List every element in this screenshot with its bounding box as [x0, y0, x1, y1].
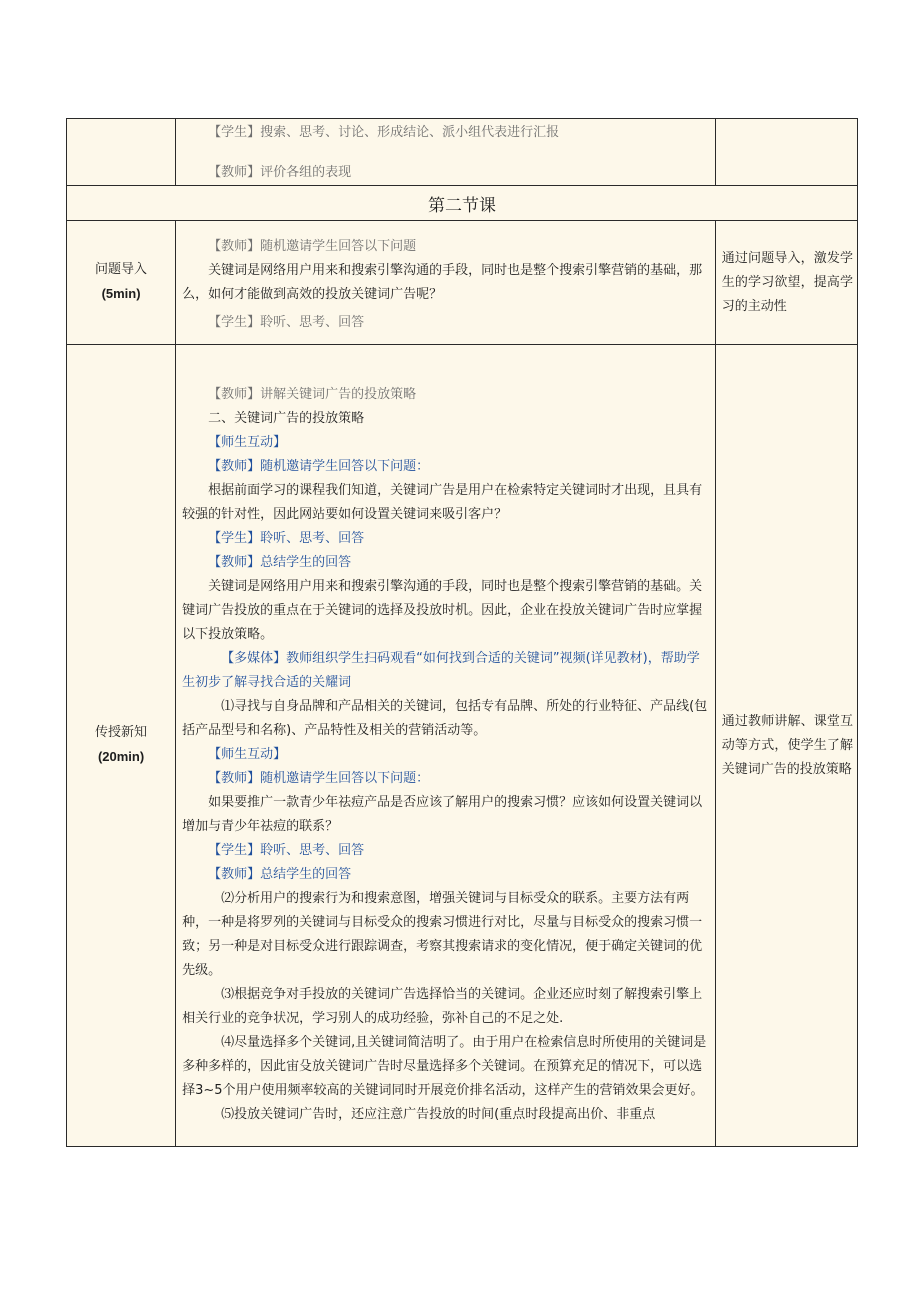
paragraph: 如果要推广一款青少年祛痘产品是否应该了解用户的搜索习惯？应该如何设置关键词以增加与青少年祛痘的联系？ — [182, 795, 703, 834]
strategy-item-3: ⑶根据竞争对手投放的关键词广告选择恰当的关键词。企业还应时刻了解搜索引擎上相关行业的竞争状况，学习别人的成功经验，弥补自己的不足之处. — [182, 987, 703, 1026]
student-line: 【学生】搜索、思考、讨论、形成结论、派小组代表进行汇报 — [208, 125, 560, 140]
stage-name: 问题导入 — [95, 262, 148, 277]
teacher-line: 【教师】随机邀请学生回答以下问题： — [208, 459, 430, 474]
question-paragraph: 关键词是网络用户用来和搜索引擎沟通的手段，同时也是整个搜索引擎营销的基础，那么，如何才能做到高效的投放关键词广告呢？ — [182, 263, 703, 302]
teacher-line: 【教师】随机邀请学生回答以下问题： — [208, 771, 430, 786]
teacher-line: 【教师】总结学生的回答 — [208, 555, 352, 570]
student-line: 【学生】聆听、思考、回答 — [208, 531, 365, 546]
student-line: 【学生】聆听、思考、回答 — [208, 843, 365, 858]
table-row-teach — [67, 345, 858, 1147]
stage-cell-teach — [67, 345, 176, 1147]
paragraph: 关键词是网络用户用来和搜索引擎沟通的手段，同时也是整个搜索引擎营销的基础。关键词广告投放的重点在于关键词的选择及投放时机。因此，企业在投放关键词广告时应掌握以下投放策略。 — [182, 579, 703, 642]
interaction-tag: 【师生互动】 — [208, 435, 287, 450]
strategy-item-2: ⑵分析用户的搜索行为和搜索意图，增强关键词与目标受众的联系。主要方法有两种，一种是将罗列的关键词与目标受众的搜索习惯进行对比，尽量与目标受众的搜索习惯一致；另一种是对目标受众进行跟踪调查，考察其搜索请求的变化情况，便于确定关键词的优先级。 — [182, 891, 703, 978]
stage-time: (20min) — [97, 749, 145, 764]
strategy-item-1: ⑴寻找与自身品牌和产品相关的关键词，包括专有品牌、所处的行业特征、产品线(包括产品型号和名称)、产品特性及相关的营销活动等。 — [182, 699, 708, 738]
content-cell-intro — [176, 221, 716, 345]
purpose-cell-empty — [715, 119, 857, 186]
section-heading: 二、关键词广告的投放策略 — [208, 411, 365, 426]
table-row-intro — [67, 221, 858, 345]
interaction-tag: 【师生互动】 — [208, 747, 287, 762]
section-title: 第二节课 — [67, 186, 858, 221]
purpose-cell-intro: 通过问题导入，激发学生的学习欲望，提高学习的主动性 — [715, 221, 857, 345]
multimedia-line: 【多媒体】教师组织学生扫码观看“如何找到合适的关键词”视频(详见教材)，帮助学生初步了解寻找合适的关耀词 — [182, 651, 700, 690]
teacher-line: 【教师】总结学生的回答 — [208, 867, 352, 882]
paragraph: 根据前面学习的课程我们知道，关键词广告是用户在检索特定关键词时才出现，且具有较强的针对性，因此网站要如何设置关键词来吸引客户？ — [182, 483, 703, 522]
strategy-item-5: ⑸投放关键词广告时，还应注意广告投放的时间(重点时段提高出价、非重点 — [221, 1107, 656, 1122]
lesson-plan-table — [66, 118, 858, 1147]
purpose-cell-teach: 通过教师讲解、课堂互动等方式，使学生了解关键词广告的投放策略 — [715, 345, 857, 1147]
teacher-line: 【教师】讲解关键词广告的投放策略 — [208, 387, 417, 402]
stage-cell-empty — [67, 119, 176, 186]
strategy-item-4: ⑷尽量选择多个关键词,且关键词简洁明了。由于用户在检索信息时所使用的关键词是多种多样的，因此宙殳放关键词广告时尽量选择多个关键词。在预算充足的情况下，可以选择3~5个用户使用频率较高的关键词同时开展竞价排名活动，这样产生的营销效果会更好。 — [182, 1035, 707, 1098]
stage-cell-intro — [67, 221, 176, 345]
content-cell-previous — [176, 119, 716, 186]
content-cell-teach — [176, 345, 716, 1147]
section-title-row — [67, 186, 858, 221]
teacher-line: 【教师】随机邀请学生回答以下问题 — [208, 239, 417, 254]
table-row-previous — [67, 119, 858, 186]
student-line: 【学生】聆听、思考、回答 — [208, 315, 365, 330]
teacher-line: 【教师】评价各组的表现 — [208, 165, 352, 180]
stage-name: 传授新知 — [95, 725, 148, 740]
stage-time: (5min) — [101, 286, 141, 301]
